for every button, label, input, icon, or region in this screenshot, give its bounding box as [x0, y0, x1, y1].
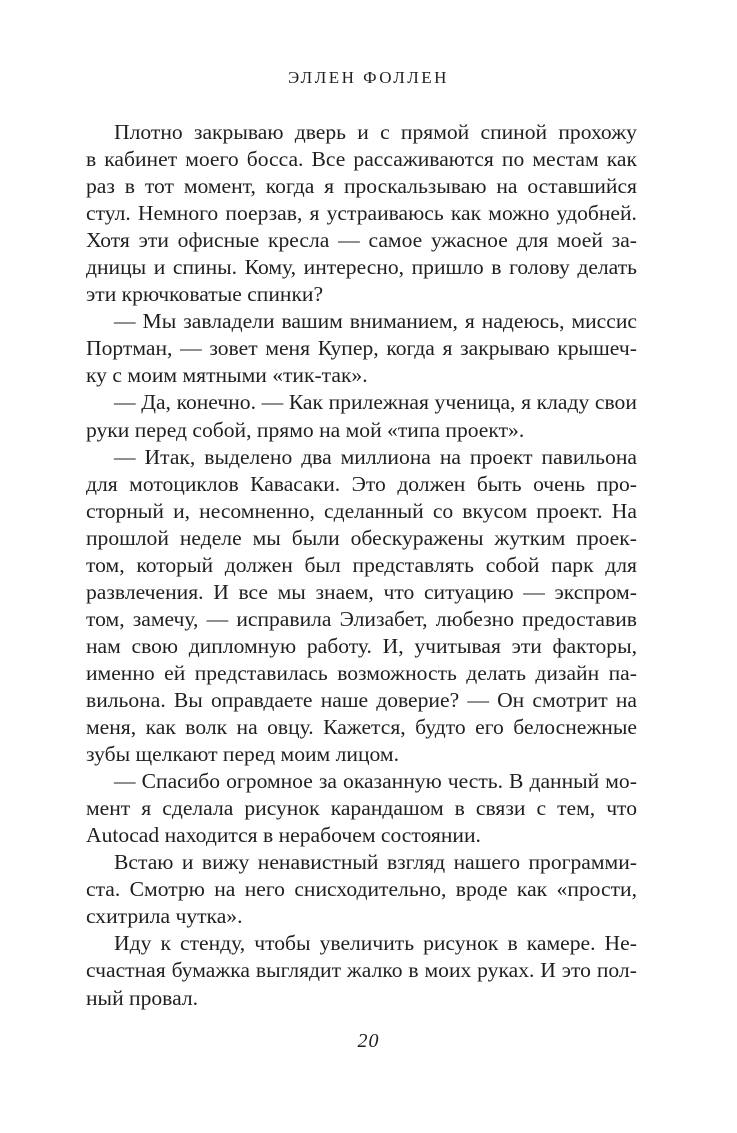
text-line: — Да, конечно. — Как прилежная ученица, я кладу свои	[114, 390, 637, 415]
text-line: эти крючковатые спинки?	[86, 282, 324, 307]
text-line: Портман, — зовет меня Купер, когда я закрываю крышеч-	[86, 336, 637, 361]
text-line: — Спасибо огромное за оказанную честь. В данный мо-	[114, 769, 637, 794]
page-number: 20	[357, 1030, 380, 1052]
text-line: том, замечу, — исправила Элизабет, любезно предоставив	[86, 606, 637, 631]
text-line: — Мы завладели вашим вниманием, я надеюсь, миссис	[114, 309, 637, 334]
text-line: руки перед собой, прямо на мой «типа проект».	[86, 417, 525, 442]
text-line: дницы и спины. Кому, интересно, пришло в голову делать	[86, 255, 637, 280]
text-line: том, который должен был представлять собой парк для	[86, 552, 637, 577]
paragraph	[86, 389, 637, 443]
text-line: схитрила чутка».	[86, 904, 243, 929]
text-line: в кабинет моего босса. Все рассаживаются по местам как	[86, 147, 637, 172]
text-line: нам свою дипломную работу. И, учитывая эти факторы,	[86, 633, 637, 658]
text-line: ку с моим мятными «тик-так».	[86, 363, 368, 388]
text-line: счастная бумажка выглядит жалко в моих руках. И это пол-	[86, 958, 637, 983]
text-line: прошлой неделе мы были обескуражены жутким проек-	[86, 525, 637, 550]
paragraph	[86, 444, 637, 769]
text-line: Хотя эти офисные кресла — самое ужасное для моей за-	[86, 228, 637, 253]
text-line: меня, как волк на овцу. Кажется, будто его белоснежные	[86, 715, 637, 740]
text-line: зубы щелкают перед моим лицом.	[86, 742, 399, 767]
text-line: развлечения. И все мы знаем, что ситуацию — экспром-	[86, 579, 637, 604]
text-line: вильона. Вы оправдаете наше доверие? — Он смотрит на	[86, 687, 637, 712]
text-line: именно ей представилась возможность делать дизайн па-	[86, 660, 637, 685]
paragraph	[86, 849, 637, 930]
text-line: раз в тот момент, когда я проскальзываю на оставшийся	[86, 174, 637, 199]
text-line: — Итак, выделено два миллиона на проект павильона	[114, 444, 637, 469]
text-line: Встаю и вижу ненавистный взгляд нашего программи-	[114, 850, 637, 875]
text-line: ста. Смотрю на него снисходительно, вроде как «прости,	[86, 877, 637, 902]
paragraph	[86, 930, 637, 1011]
paragraph	[86, 119, 637, 308]
paragraph	[86, 308, 637, 389]
running-head: ЭЛЛЕН ФОЛЛЕН	[288, 68, 449, 87]
text-line: Плотно закрываю дверь и с прямой спиной прохожу	[114, 120, 637, 144]
text-line: Autocad находится в нерабочем состоянии.	[86, 823, 481, 848]
text-line: Иду к стенду, чтобы увеличить рисунок в камере. Не-	[114, 931, 637, 956]
text-line: ный провал.	[86, 985, 199, 1010]
paragraph	[86, 768, 637, 849]
body-text	[86, 119, 637, 1012]
text-line: для мотоциклов Кавасаки. Это должен быть очень про-	[86, 471, 637, 496]
text-line: мент я сделала рисунок карандашом в связи с тем, что	[86, 796, 637, 821]
text-line: стул. Немного поерзав, я устраиваюсь как можно удобней.	[86, 201, 637, 226]
text-line: сторный и, несомненно, сделанный со вкусом проект. На	[86, 498, 637, 523]
